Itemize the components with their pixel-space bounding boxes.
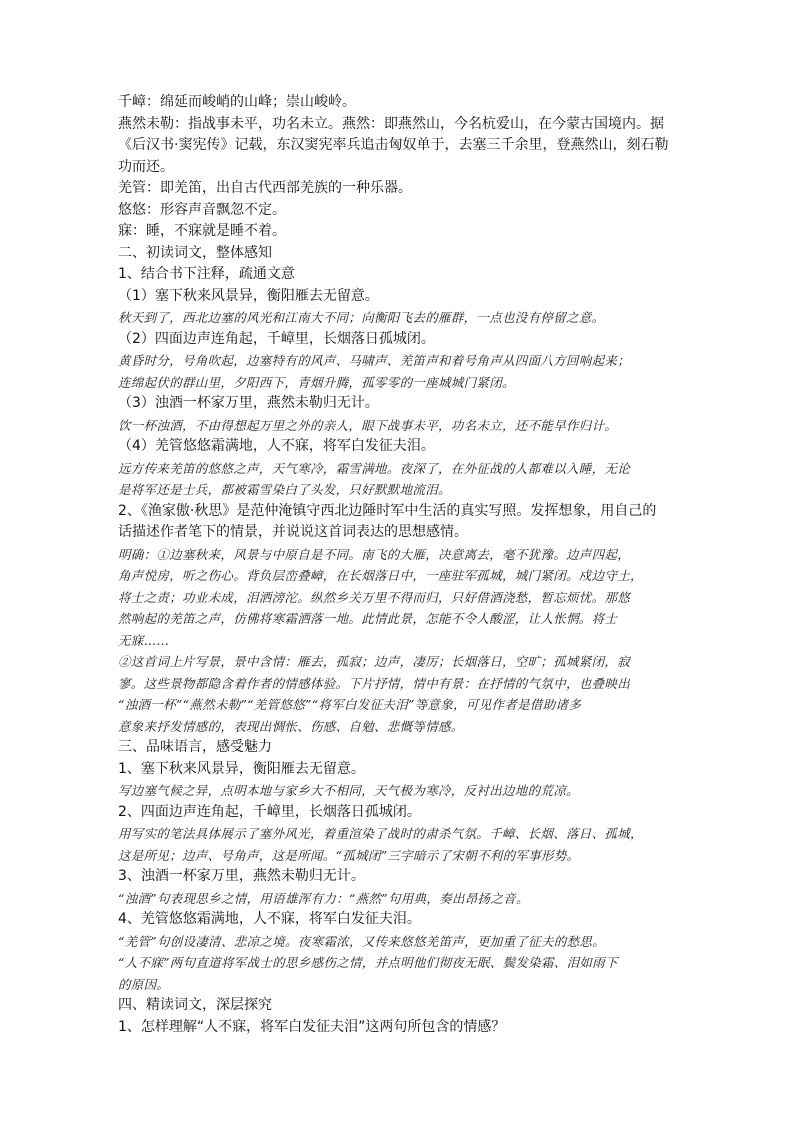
section-heading: 四、精读词文，深层探究 [118, 997, 272, 1013]
handwritten-line: 秋天到了，西北边塞的风光和江南大不同；向衡阳飞去的雁群，一点也没有停留之意。 [118, 310, 605, 325]
handwritten-line: 饮一杯浊酒，不由得想起万里之外的亲人，眼下战事未平，功名未立，还不能早作归计。 [118, 417, 618, 433]
text-line: 1、塞下秋来风景异，衡阳雁去无留意。 [118, 760, 365, 777]
text-line: 3、浊酒一杯家万里，燕然未勒归无计。 [118, 868, 365, 884]
text-line: （3）浊酒一杯家万里，燕然未勒归无计。 [118, 395, 379, 411]
handwritten-line: 将士之责；功业未成，泪洒滂沱。纵然乡关万里不得而归，只好借酒浇愁，暂忘烦忧。那悠 [118, 589, 631, 605]
handwritten-line: “浊酒一杯”“燕然未勒”“羌管悠悠”“将军白发征夫泪”等意象，可见作者是借助诸多 [118, 697, 582, 712]
section-heading: 二、初读词文，整体感知 [118, 244, 272, 261]
text-line: 《后汉书·窦宪传》记载，东汉窦宪率兵追击匈奴单于，去塞三千余里，登燕然山，刻石勒 [118, 137, 669, 153]
text-line: 话描述作者笔下的情景，并说说这首词表达的思想感情。 [118, 524, 468, 540]
text-line: （1）塞下秋来风景异，衡阳雁去无留意。 [118, 287, 379, 304]
handwritten-line: “羌管”句创设凄清、悲凉之境。夜寒霜浓，又传来悠悠羌笛声，更加重了征夫的愁思。 [118, 933, 605, 949]
handwritten-line: 寥。这些景物都隐含着作者的情感体验。下片抒情，情中有景：在抒情的气氛中，也叠映出 [118, 675, 631, 691]
handwritten-line: 这是所见；边声、号角声，这是所闻。“孤城闭”三字暗示了宋朝不利的军事形势。 [118, 847, 580, 863]
handwritten-line: 角声悦房，听之伤心。背负层峦叠嶂，在长烟落日中，一座驻军孤城，城门紧闭。戍边守土， [118, 568, 643, 583]
handwritten-line: 意象来抒发情感的，表现出惆怅、伤感、自勉、悲慨等情感。 [118, 718, 464, 734]
text-line: 燕然未勒：指战事未平，功名未立。燕然：即燕然山，今名杭爱山，在今蒙古国境内。据 [118, 115, 664, 132]
handwritten-line: 明确：①边塞秋来，风景与中原自是不同。南飞的大雁，决意离去，毫不犹豫。边声四起， [118, 546, 631, 562]
section-heading: 三、品味语言，感受魅力 [118, 739, 272, 755]
text-line: 1、怎样理解“人不寐，将军白发征夫泪”这两句所包含的情感？ [118, 1018, 506, 1035]
text-line: 1、结合书下注释，疏通文意 [118, 266, 295, 282]
text-line: 4、羌管悠悠霜满地，人不寐，将军白发征夫泪。 [118, 911, 421, 927]
handwritten-line: 无寐…… [118, 632, 170, 648]
text-line: 2、《渔家傲·秋思》是范仲淹镇守西北边陲时军中生活的真实写照。发挥想象，用自己的 [118, 502, 657, 519]
handwritten-line: 是将军还是士兵，都被霜雪染白了头发，只好默默地流泪。 [118, 482, 451, 497]
text-line: 功而还。 [118, 158, 174, 175]
handwritten-line: 然响起的羌笛之声，仿佛将寒霜洒落一地。此情此景，怎能不令人酸涩，让人怅惘。将士 [118, 611, 618, 626]
text-line: 2、四面边声连角起，千嶂里，长烟落日孤城闭。 [118, 803, 421, 820]
handwritten-line: 的原因。 [118, 976, 170, 992]
handwritten-line: 黄昏时分，号角吹起，边塞特有的风声、马啸声、羌笛声和着号角声从四面八方回响起来； [118, 353, 631, 368]
handwritten-line: “人不寐”两句直道将军战士的思乡感伤之情，并点明他们彻夜无眠、鬓发染霜、泪如雨下 [118, 955, 618, 970]
text-line: （4）羌管悠悠霜满地，人不寐，将军白发征夫泪。 [118, 438, 435, 454]
handwritten-line: “浊酒”句表现思乡之情，用语雄浑有力：“燕然”句用典，奏出昂扬之音。 [118, 890, 529, 906]
document-page [118, 92, 678, 1038]
handwritten-line: ②这首词上片写景，景中含情：雁去，孤寂；边声，凄厉；长烟落日，空旷；孤城紧闭，寂 [118, 654, 631, 669]
text-line: 悠悠：形容声音飘忽不定。 [118, 201, 286, 218]
handwritten-line: 连绵起伏的群山里，夕阳西下，青烟升腾，孤零零的一座城城门紧闭。 [118, 374, 515, 390]
handwritten-line: 远方传来羌笛的悠悠之声，天气寒冷，霜雪满地。夜深了，在外征战的人都难以入睡，无论 [118, 460, 631, 476]
text-line: 羌管：即羌笛，出自古代西部羌族的一种乐器。 [118, 180, 412, 196]
text-line: 寐：睡，不寐就是睡不着。 [118, 223, 286, 239]
handwritten-line: 写边塞气候之异，点明本地与家乡大不相同，天气极为寒冷，反衬出边地的荒凉。 [118, 783, 579, 798]
text-line: （2）四面边声连角起，千嶂里，长烟落日孤城闭。 [118, 330, 435, 347]
text-line: 千嶂：绵延而峻峭的山峰；崇山峻岭。 [118, 94, 356, 110]
handwritten-line: 用写实的笔法具体展示了塞外风光，着重渲染了战时的肃杀气氛。千嶂、长烟、落日、孤城， [118, 826, 643, 841]
